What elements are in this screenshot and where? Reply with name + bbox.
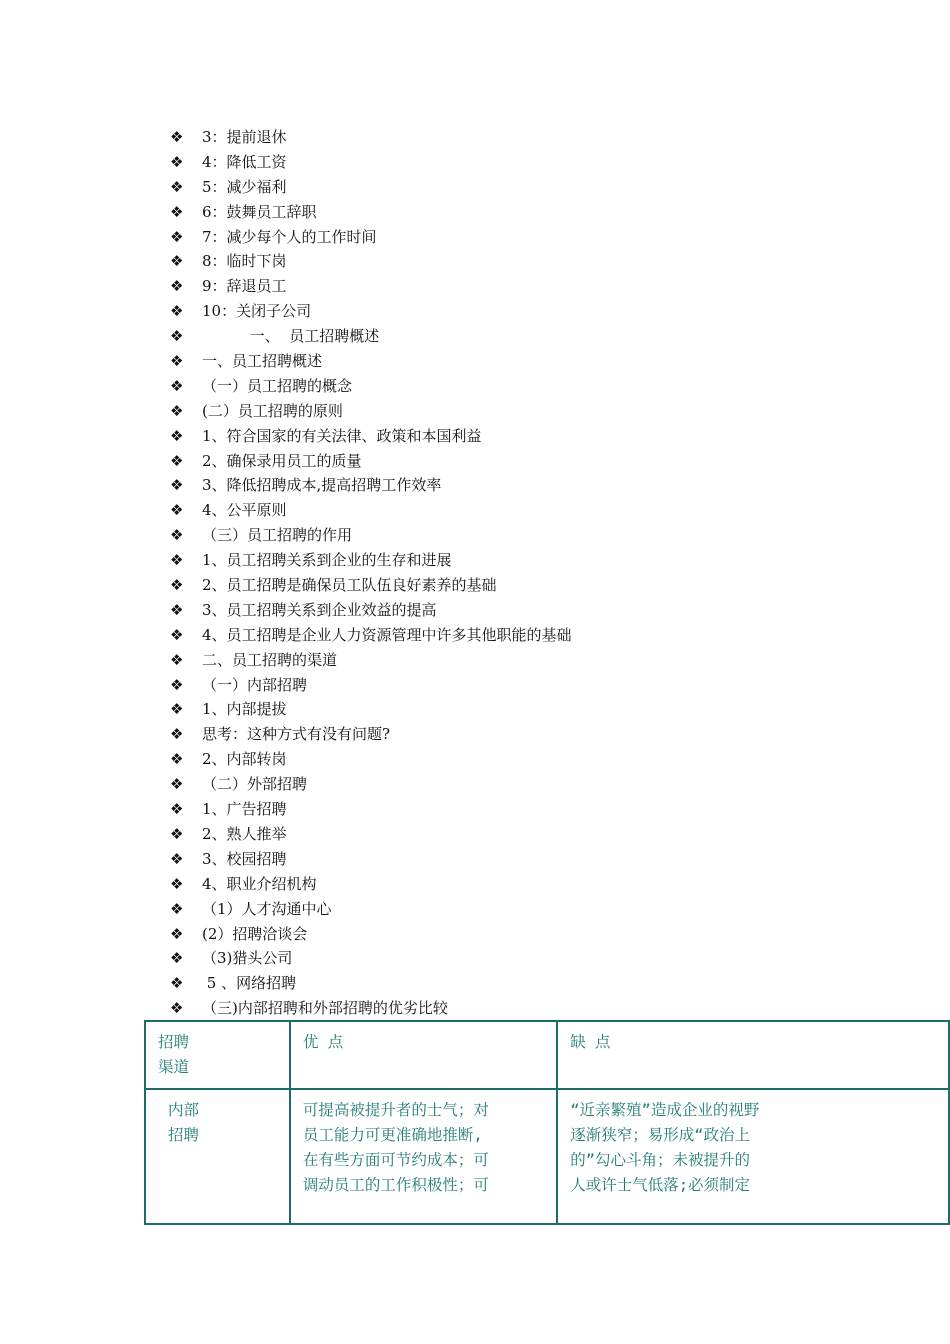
list-item — [170, 648, 572, 673]
bullet-diamond-icon: ❖ — [170, 252, 184, 271]
list-item-text: （一）员工招聘的概念 — [202, 376, 353, 395]
list-item-text: （三）员工招聘的作用 — [202, 526, 353, 545]
list-item-text: 3、降低招聘成本,提高招聘工作效率 — [202, 476, 442, 495]
bullet-list — [170, 125, 572, 1021]
bullet-diamond-icon: ❖ — [170, 551, 184, 570]
bullet-diamond-icon: ❖ — [170, 401, 184, 420]
list-item — [170, 946, 572, 971]
list-item-text: 思考：这种方式有没有问题? — [202, 725, 391, 744]
list-item — [170, 225, 572, 250]
list-item-text: 10：关闭子公司 — [202, 302, 312, 321]
list-item — [170, 598, 572, 623]
list-item-text: 9：辞退员工 — [202, 277, 287, 296]
list-item-text: 6：鼓舞员工辞职 — [202, 202, 317, 221]
bullet-diamond-icon: ❖ — [170, 849, 184, 868]
list-item-text: 3、校园招聘 — [202, 849, 287, 868]
list-item-text: 一、员工招聘概述 — [202, 352, 323, 371]
list-item — [170, 623, 572, 648]
list-item — [170, 922, 572, 947]
list-item — [170, 324, 572, 349]
bullet-diamond-icon: ❖ — [170, 625, 184, 644]
list-item-text: 5：减少福利 — [202, 177, 287, 196]
row-channel: 内部 招聘 — [145, 1089, 290, 1224]
list-item — [170, 473, 572, 498]
bullet-diamond-icon: ❖ — [170, 576, 184, 595]
bullet-diamond-icon: ❖ — [170, 128, 184, 146]
list-item — [170, 125, 572, 150]
list-item — [170, 897, 572, 922]
list-item — [170, 175, 572, 200]
list-item-text: 2、员工招聘是确保员工队伍良好素养的基础 — [202, 576, 497, 595]
list-item — [170, 697, 572, 722]
bullet-diamond-icon: ❖ — [170, 302, 184, 321]
list-item-text: 二、员工招聘的渠道 — [202, 650, 338, 669]
list-item-text: (二）员工招聘的原则 — [202, 401, 343, 420]
list-item — [170, 523, 572, 548]
list-item-text: 4：降低工资 — [202, 152, 287, 171]
list-item — [170, 797, 572, 822]
bullet-diamond-icon: ❖ — [170, 924, 184, 943]
list-item — [170, 548, 572, 573]
bullet-diamond-icon: ❖ — [170, 874, 184, 893]
list-item-text: 一、 员工招聘概述 — [202, 327, 380, 346]
list-item-text: 3：提前退休 — [202, 128, 287, 146]
bullet-diamond-icon: ❖ — [170, 376, 184, 395]
list-item — [170, 722, 572, 747]
list-item — [170, 673, 572, 698]
row-cons: “近亲繁殖”造成企业的视野 逐渐狭窄；易形成“政治上 的”勾心斗角；未被提升的 人或许士气低落;必须制定 — [557, 1089, 949, 1224]
list-item-text: 4、公平原则 — [202, 501, 287, 520]
list-item-text: 5 、网络招聘 — [202, 974, 297, 993]
bullet-diamond-icon: ❖ — [170, 177, 184, 196]
list-item — [170, 573, 572, 598]
list-item — [170, 374, 572, 399]
list-item-text: （3)猎头公司 — [202, 949, 293, 968]
list-item — [170, 274, 572, 299]
list-item — [170, 971, 572, 996]
list-item-text: （三)内部招聘和外部招聘的优劣比较 — [202, 999, 448, 1018]
bullet-diamond-icon: ❖ — [170, 775, 184, 794]
list-item-text: 3、员工招聘关系到企业效益的提高 — [202, 600, 437, 619]
list-item — [170, 822, 572, 847]
bullet-diamond-icon: ❖ — [170, 999, 184, 1018]
bullet-diamond-icon: ❖ — [170, 899, 184, 918]
bullet-diamond-icon: ❖ — [170, 476, 184, 495]
row-pros: 可提高被提升者的士气；对 员工能力可更准确地推断, 在有些方面可节约成本；可 调动员工的工作积极性；可 — [290, 1089, 557, 1224]
bullet-diamond-icon: ❖ — [170, 277, 184, 296]
list-item — [170, 747, 572, 772]
list-item — [170, 249, 572, 274]
table-row — [145, 1089, 949, 1224]
header-channel: 招聘 渠道 — [145, 1021, 290, 1089]
header-cons: 缺 点 — [557, 1021, 949, 1089]
bullet-diamond-icon: ❖ — [170, 725, 184, 744]
list-item — [170, 449, 572, 474]
bullet-diamond-icon: ❖ — [170, 501, 184, 520]
list-item-text: （1）人才沟通中心 — [202, 899, 332, 918]
bullet-diamond-icon: ❖ — [170, 700, 184, 719]
bullet-diamond-icon: ❖ — [170, 202, 184, 221]
bullet-diamond-icon: ❖ — [170, 974, 184, 993]
list-item-text: 4、职业介绍机构 — [202, 874, 317, 893]
bullet-diamond-icon: ❖ — [170, 800, 184, 819]
list-item-text: （一）内部招聘 — [202, 675, 308, 694]
list-item-text: 1、广告招聘 — [202, 800, 287, 819]
list-item — [170, 150, 572, 175]
list-item — [170, 847, 572, 872]
bullet-diamond-icon: ❖ — [170, 352, 184, 371]
list-item — [170, 872, 572, 897]
bullet-diamond-icon: ❖ — [170, 451, 184, 470]
bullet-diamond-icon: ❖ — [170, 426, 184, 445]
list-item-text: 2、熟人推举 — [202, 824, 287, 843]
list-item-text: 8：临时下岗 — [202, 252, 287, 271]
list-item-text: 4、员工招聘是企业人力资源管理中许多其他职能的基础 — [202, 625, 572, 644]
bullet-diamond-icon: ❖ — [170, 152, 184, 171]
list-item-text: (2）招聘洽谈会 — [202, 924, 308, 943]
list-item-text: 2、内部转岗 — [202, 750, 287, 769]
bullet-diamond-icon: ❖ — [170, 824, 184, 843]
list-item-text: 1、员工招聘关系到企业的生存和进展 — [202, 551, 452, 570]
bullet-diamond-icon: ❖ — [170, 600, 184, 619]
comparison-table — [144, 1020, 950, 1225]
bullet-diamond-icon: ❖ — [170, 750, 184, 769]
list-item — [170, 996, 572, 1021]
table-header-row — [145, 1021, 949, 1089]
list-item — [170, 399, 572, 424]
list-item — [170, 349, 572, 374]
list-item-text: （二）外部招聘 — [202, 775, 308, 794]
list-item — [170, 299, 572, 324]
list-item-text: 1、符合国家的有关法律、政策和本国利益 — [202, 426, 482, 445]
list-item — [170, 424, 572, 449]
bullet-diamond-icon: ❖ — [170, 526, 184, 545]
bullet-diamond-icon: ❖ — [170, 327, 184, 346]
list-item-text: 2、确保录用员工的质量 — [202, 451, 362, 470]
bullet-diamond-icon: ❖ — [170, 949, 184, 968]
list-item — [170, 200, 572, 225]
list-item — [170, 772, 572, 797]
bullet-diamond-icon: ❖ — [170, 227, 184, 246]
bullet-diamond-icon: ❖ — [170, 650, 184, 669]
list-item-text: 1、内部提拔 — [202, 700, 287, 719]
bullet-diamond-icon: ❖ — [170, 675, 184, 694]
list-item-text: 7：减少每个人的工作时间 — [202, 227, 377, 246]
list-item — [170, 498, 572, 523]
header-pros: 优 点 — [290, 1021, 557, 1089]
